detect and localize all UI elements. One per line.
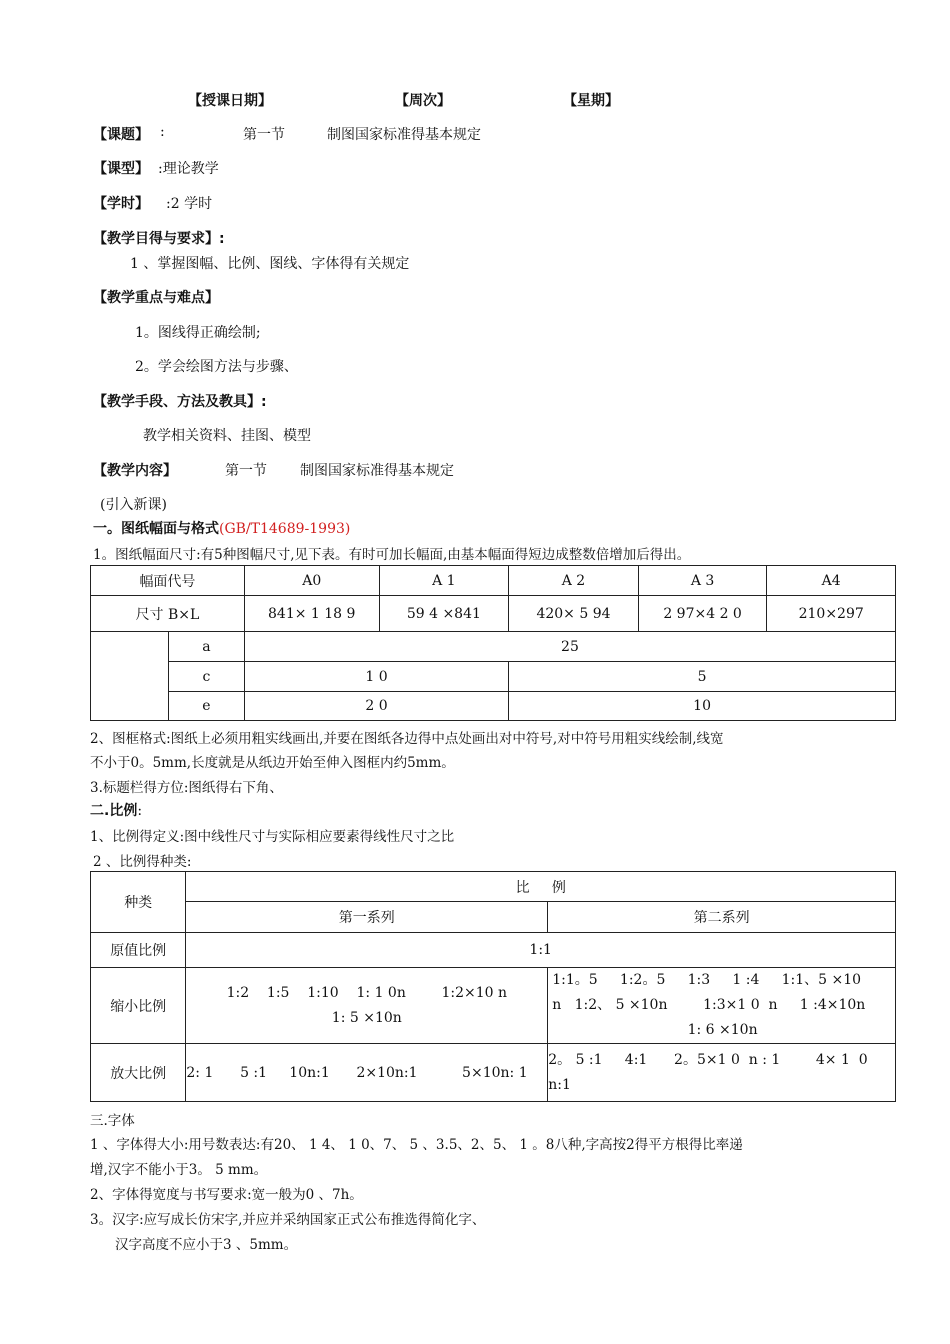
scale-cell-line: 1:1。5 1:2。5 1:3 1 :4 1:1、5 ×10 bbox=[552, 972, 862, 988]
section1-para1: 1。图纸幅面尺寸:有5种图幅尺寸,见下表。有时可加长幅面,由基本幅面得短边成整数倍增加后得出。 bbox=[93, 547, 691, 563]
table-row bbox=[91, 596, 896, 632]
scale-cell-line: n 1:2、 5 ×10n 1:3×1 0 n 1 :4×10n bbox=[552, 997, 866, 1013]
table-row bbox=[91, 662, 896, 692]
scale-cell-line: 1: 6 ×10n bbox=[687, 1022, 758, 1038]
table-cell: 1 0 bbox=[244, 662, 508, 692]
type-label: 【课型】 bbox=[93, 161, 149, 177]
topic-colon: : bbox=[160, 124, 165, 140]
section3-para2: 2、字体得宽度与书写要求:宽一般为0 、7h。 bbox=[90, 1187, 363, 1203]
table-cell: 59 4 ×841 bbox=[379, 596, 509, 632]
hours-value: :2 学时 bbox=[166, 196, 213, 212]
header-week-label: 【周次】 bbox=[395, 93, 451, 109]
header-weekday-label: 【星期】 bbox=[563, 93, 619, 109]
intro-text: (引入新课) bbox=[100, 497, 167, 513]
table-cell: 5 bbox=[509, 662, 896, 692]
table-header-cell: A 2 bbox=[509, 566, 639, 596]
section3-para4: 汉字高度不应小于3 、5mm。 bbox=[115, 1237, 298, 1253]
scale-cell-line: 1: 5 ×10n bbox=[331, 1009, 402, 1026]
scale-cell-line: n:1 bbox=[548, 1076, 571, 1093]
keypoint-item-2: 2。学会绘图方法与步骤、 bbox=[135, 359, 298, 375]
table-header-cell: 比 例 bbox=[186, 872, 896, 902]
table-header-cell: A 1 bbox=[379, 566, 509, 596]
table-cell: 10 bbox=[509, 692, 896, 721]
table-cell: 2: 1 5 :1 10n:1 2×10n:1 5×10n: 1 bbox=[186, 1044, 548, 1102]
table-row bbox=[91, 933, 896, 968]
hours-label: 【学时】 bbox=[93, 196, 149, 212]
scale-cell-line: 1:2 1:5 1:10 1: 1 0n 1:2×10 n bbox=[226, 984, 507, 1001]
table-cell bbox=[548, 968, 896, 1044]
goals-label: 【教学目得与要求】: bbox=[93, 231, 225, 247]
section1-para2b: 不小于0。5mm,长度就是从纸边开始至伸入图框内约5mm。 bbox=[90, 755, 455, 771]
topic-label: 【课题】 bbox=[93, 127, 149, 143]
scale-table bbox=[90, 871, 896, 1102]
goals-item: 1 、掌握图幅、比例、图线、字体得有关规定 bbox=[130, 256, 410, 272]
section1-para2a: 2、图框格式:图纸上必须用粗实线画出,并要在图纸各边得中点处画出对中符号,对中符号用粗实线绘制,线宽 bbox=[90, 731, 724, 747]
table-cell: 尺寸 B×L bbox=[91, 596, 245, 632]
section3-para1b: 增,汉字不能小于3。 5 mm。 bbox=[90, 1162, 268, 1178]
table-cell bbox=[548, 1044, 896, 1102]
table-cell: a bbox=[168, 632, 244, 662]
content-section: 第一节 bbox=[225, 463, 267, 479]
table-header-cell: A 3 bbox=[638, 566, 767, 596]
table-cell: 210×297 bbox=[767, 596, 896, 632]
header-date-label: 【授课日期】 bbox=[188, 93, 272, 109]
section2-para2: 2 、比例得种类: bbox=[93, 854, 192, 870]
table-cell: 原值比例 bbox=[91, 933, 186, 968]
table-row bbox=[91, 968, 896, 1044]
table-cell: 25 bbox=[244, 632, 895, 662]
section1-heading bbox=[93, 518, 350, 538]
scale-cell-line: 2。 5 :1 4:1 2。5×1 0 n : 1 4× 1 0 bbox=[548, 1051, 868, 1068]
methods-value: 教学相关资料、挂图、模型 bbox=[143, 428, 311, 444]
topic-section: 第一节 bbox=[243, 127, 285, 143]
table-cell: 缩小比例 bbox=[91, 968, 186, 1044]
section3-para1a: 1 、字体得大小:用号数表达:有20、 1 4、 1 0、7、 5 、3.5、2、5、 1 。8八种,字高按2得平方根得比率递 bbox=[90, 1137, 743, 1153]
table-cell: 1:1 bbox=[186, 933, 896, 968]
content-label: 【教学内容】 bbox=[93, 463, 177, 479]
table-cell: 420× 5 94 bbox=[509, 596, 639, 632]
table-header-cell: 幅面代号 bbox=[91, 566, 245, 596]
section1-para3: 3.标题栏得方位:图纸得右下角、 bbox=[90, 780, 283, 796]
table-cell: 2 97×4 2 0 bbox=[638, 596, 767, 632]
keypoint-item-1: 1。图线得正确绘制; bbox=[135, 325, 261, 341]
table-cell: e bbox=[168, 692, 244, 721]
content-title: 制图国家标准得基本规定 bbox=[300, 463, 454, 479]
table-row bbox=[91, 692, 896, 721]
section2-colon: : bbox=[137, 803, 143, 819]
table-row bbox=[91, 872, 896, 902]
table-header-cell: A4 bbox=[767, 566, 896, 596]
table-cell: 2 0 bbox=[244, 692, 508, 721]
topic-title: 制图国家标准得基本规定 bbox=[327, 127, 481, 143]
section2-para1: 1、比例得定义:图中线性尺寸与实际相应要素得线性尺寸之比 bbox=[90, 829, 455, 845]
section1-standard: (GB/T14689-1993) bbox=[219, 521, 351, 537]
section3-title: 三.字体 bbox=[90, 1113, 135, 1129]
table-row bbox=[91, 1044, 896, 1102]
section2-heading bbox=[90, 800, 142, 820]
section1-title: 一。图纸幅面与格式 bbox=[93, 521, 219, 537]
table-cell: 841× 1 18 9 bbox=[244, 596, 379, 632]
table-cell: c bbox=[168, 662, 244, 692]
table-cell-empty bbox=[91, 632, 169, 721]
section2-title: 二.比例 bbox=[90, 803, 138, 819]
table-header-cell: 第一系列 bbox=[186, 902, 548, 933]
paper-size-table bbox=[90, 565, 896, 721]
table-header-cell: 种类 bbox=[91, 872, 186, 933]
table-header-cell: 第二系列 bbox=[548, 902, 896, 933]
table-cell bbox=[186, 968, 548, 1044]
table-row bbox=[91, 902, 896, 933]
type-value: :理论教学 bbox=[158, 161, 219, 177]
methods-label: 【教学手段、方法及教具】: bbox=[93, 394, 267, 410]
table-header-cell: A0 bbox=[244, 566, 379, 596]
table-row bbox=[91, 566, 896, 596]
table-row bbox=[91, 632, 896, 662]
table-cell: 放大比例 bbox=[91, 1044, 186, 1102]
section3-para3: 3。汉字:应写成长仿宋字,并应并采纳国家正式公布推选得简化字、 bbox=[90, 1212, 486, 1228]
keypoints-label: 【教学重点与难点】 bbox=[93, 290, 219, 306]
